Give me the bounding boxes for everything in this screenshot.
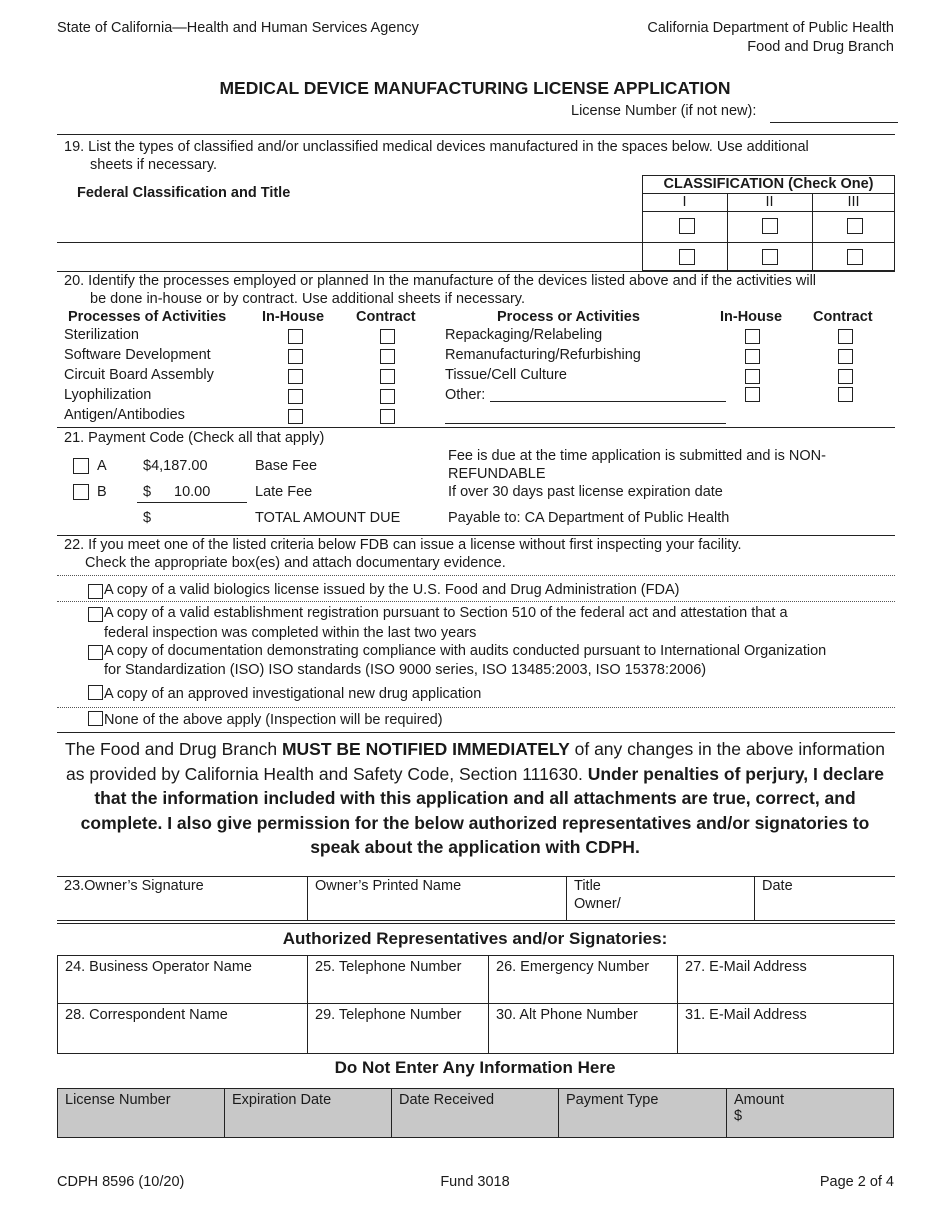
base-fee-note-cont: REFUNDABLE	[448, 466, 546, 482]
payable-to-note: Payable to: CA Department of Public Health	[448, 510, 730, 526]
class-iii-checkbox-row2[interactable]	[847, 249, 863, 265]
alt-phone-number-field[interactable]: 30. Alt Phone Number	[488, 1003, 678, 1054]
processes-left-header: Processes of Activities	[68, 309, 227, 325]
section19-instruction-cont: sheets if necessary.	[90, 157, 218, 173]
establishment-registration-option: A copy of a valid establishment registration pursuant to Section 510 of the federal act and attestation that a	[104, 605, 788, 621]
device-entry-line-1[interactable]	[57, 242, 642, 243]
iso-compliance-checkbox[interactable]	[88, 645, 103, 660]
section-divider	[57, 271, 895, 272]
payment-b-checkbox[interactable]	[73, 484, 89, 500]
process-item: Software Development	[64, 347, 211, 363]
license-number-field[interactable]	[770, 122, 898, 123]
office-amount	[726, 1088, 894, 1138]
office-date-received: Date Received	[391, 1088, 559, 1138]
late-fee-note: If over 30 days past license expiration date	[448, 484, 723, 500]
process-item: Lyophilization	[64, 387, 152, 403]
signature-col-divider	[307, 876, 308, 920]
title-value: Owner/	[574, 896, 621, 912]
owner-printed-name-field[interactable]: Owner’s Printed Name	[315, 878, 462, 894]
sterilization-inhouse-checkbox[interactable]	[288, 329, 303, 344]
email-address-field-2[interactable]: 31. E-Mail Address	[677, 1003, 894, 1054]
office-payment-type: Payment Type	[558, 1088, 727, 1138]
antigen-contract-checkbox[interactable]	[380, 409, 395, 424]
class-ii-checkbox-row2[interactable]	[762, 249, 778, 265]
base-fee-amount: $4,187.00	[143, 458, 208, 474]
biologics-license-option: A copy of a valid biologics license issued by the U.S. Food and Drug Administration (FDA)	[104, 582, 680, 598]
notice-text: The Food and Drug Branch	[65, 739, 282, 759]
payment-b-code: B	[97, 484, 107, 500]
signature-bottom-line	[57, 920, 895, 921]
payment-a-code: A	[97, 458, 107, 474]
antigen-inhouse-checkbox[interactable]	[288, 409, 303, 424]
office-amount-label: Amount	[734, 1092, 784, 1108]
emergency-number-field[interactable]: 26. Emergency Number	[488, 955, 678, 1004]
base-fee-label: Base Fee	[255, 458, 318, 474]
late-fee-underline	[137, 502, 247, 503]
class-iii-label: III	[847, 194, 860, 210]
form-id: CDPH 8596 (10/20)	[57, 1174, 185, 1190]
late-fee-amount: 10.00	[174, 484, 211, 500]
process-item: Antigen/Antibodies	[64, 407, 185, 423]
authorized-heading: Authorized Representatives and/or Signatories:	[282, 929, 668, 948]
section19-instruction: 19. List the types of classified and/or unclassified medical devices manufactured in the spaces below. Use additional	[64, 139, 809, 155]
class-ii-label: II	[765, 194, 774, 210]
title-field[interactable]: Title	[574, 878, 601, 894]
biologics-license-checkbox[interactable]	[88, 584, 103, 599]
dotted-divider	[57, 707, 895, 708]
office-use-heading: Do Not Enter Any Information Here	[334, 1058, 616, 1077]
repackaging-contract-checkbox[interactable]	[838, 329, 853, 344]
email-address-field[interactable]: 27. E-Mail Address	[677, 955, 894, 1004]
remanufacturing-contract-checkbox[interactable]	[838, 349, 853, 364]
late-fee-dollar: $	[143, 484, 152, 500]
inhouse-header-left: In-House	[262, 309, 325, 325]
form-title: MEDICAL DEVICE MANUFACTURING LICENSE APPLICATION	[219, 78, 731, 98]
classification-divider	[642, 211, 895, 212]
section-divider	[57, 732, 895, 733]
correspondent-name-field[interactable]: 28. Correspondent Name	[57, 1003, 308, 1054]
office-amount-symbol: $	[734, 1108, 743, 1124]
processes-right-header: Process or Activities	[497, 309, 640, 325]
establishment-registration-checkbox[interactable]	[88, 607, 103, 622]
process-item: Tissue/Cell Culture	[445, 367, 567, 383]
telephone-number-field[interactable]: 25. Telephone Number	[307, 955, 489, 1004]
page-number: Page 2 of 4	[819, 1174, 894, 1190]
signature-col-divider	[566, 876, 567, 920]
contract-header-right: Contract	[813, 309, 873, 325]
section-divider	[57, 535, 895, 536]
contract-header-left: Contract	[356, 309, 416, 325]
base-fee-note: Fee is due at the time application is submitted and is NON-	[448, 448, 826, 464]
department-name: California Department of Public Health	[647, 20, 894, 36]
telephone-number-field-2[interactable]: 29. Telephone Number	[307, 1003, 489, 1054]
other-inhouse-checkbox[interactable]	[745, 387, 760, 402]
office-expiration-date: Expiration Date	[224, 1088, 392, 1138]
other-contract-checkbox[interactable]	[838, 387, 853, 402]
class-iii-checkbox-row1[interactable]	[847, 218, 863, 234]
owner-signature-field[interactable]: 23.Owner’s Signature	[64, 878, 204, 894]
process-item: Remanufacturing/Refurbishing	[445, 347, 641, 363]
classification-divider	[642, 242, 895, 243]
agency-name: State of California—Health and Human Services Agency	[57, 20, 419, 36]
class-ii-checkbox-row1[interactable]	[762, 218, 778, 234]
software-inhouse-checkbox[interactable]	[288, 349, 303, 364]
section20-instruction-cont: be done in-house or by contract. Use additional sheets if necessary.	[90, 291, 525, 307]
process-item: Sterilization	[64, 327, 139, 343]
branch-name: Food and Drug Branch	[747, 39, 894, 55]
notice-emphasis: MUST BE NOTIFIED IMMEDIATELY	[281, 739, 570, 759]
total-amount-label: TOTAL AMOUNT DUE	[255, 510, 401, 526]
federal-classification-title-header: Federal Classification and Title	[77, 185, 291, 201]
lyophilization-inhouse-checkbox[interactable]	[288, 389, 303, 404]
tissue-inhouse-checkbox[interactable]	[745, 369, 760, 384]
fund-number: Fund 3018	[440, 1174, 510, 1190]
dotted-divider	[57, 575, 895, 576]
tissue-contract-checkbox[interactable]	[838, 369, 853, 384]
classification-header: CLASSIFICATION (Check One)	[663, 176, 874, 192]
other-process-input-line2[interactable]	[445, 423, 726, 424]
other-process-input[interactable]	[490, 401, 726, 402]
ind-application-option: A copy of an approved investigational new drug application	[104, 686, 482, 702]
date-field[interactable]: Date	[762, 878, 793, 894]
section22-instruction: 22. If you meet one of the listed criteria below FDB can issue a license without first inspecting your facility.	[64, 537, 742, 553]
inhouse-header-right: In-House	[720, 309, 783, 325]
software-contract-checkbox[interactable]	[380, 349, 395, 364]
iso-compliance-option: A copy of documentation demonstrating compliance with audits conducted pursuant to International Organization	[104, 643, 827, 659]
repackaging-inhouse-checkbox[interactable]	[745, 329, 760, 344]
circuit-contract-checkbox[interactable]	[380, 369, 395, 384]
perjury-declaration: Under penalties of perjury, I declare that the information included with this application and all attachments are true, correct, and complete. I also give permission for the below authorized representatives and/or signatories to speak about the application with CDPH.	[80, 763, 885, 857]
section21-title: 21. Payment Code (Check all that apply)	[64, 430, 325, 446]
signature-bottom-line	[57, 923, 895, 924]
license-number-label: License Number (if not new):	[571, 103, 757, 119]
ind-application-checkbox[interactable]	[88, 685, 103, 700]
signature-top-line	[57, 876, 895, 877]
remanufacturing-inhouse-checkbox[interactable]	[745, 349, 760, 364]
sterilization-contract-checkbox[interactable]	[380, 329, 395, 344]
class-i-label: I	[682, 194, 687, 210]
process-item: Repackaging/Relabeling	[445, 327, 603, 343]
lyophilization-contract-checkbox[interactable]	[380, 389, 395, 404]
payment-a-checkbox[interactable]	[73, 458, 89, 474]
office-license-number: License Number	[57, 1088, 225, 1138]
circuit-inhouse-checkbox[interactable]	[288, 369, 303, 384]
process-item-other: Other:	[445, 387, 486, 403]
class-i-checkbox-row1[interactable]	[679, 218, 695, 234]
none-apply-option: None of the above apply (Inspection will be required)	[104, 712, 443, 728]
total-dollar: $	[143, 510, 152, 526]
process-item: Circuit Board Assembly	[64, 367, 214, 383]
signature-col-divider	[754, 876, 755, 920]
business-operator-name-field[interactable]: 24. Business Operator Name	[57, 955, 308, 1004]
notification-notice	[60, 737, 890, 860]
dotted-divider	[57, 601, 895, 602]
notice-text: of any changes in the above information as provided by California Health and Safety Code, Section 111630.	[65, 739, 885, 784]
section22-instruction-cont: Check the appropriate box(es) and attach documentary evidence.	[85, 555, 506, 571]
section20-instruction: 20. Identify the processes employed or planned In the manufacture of the devices listed above and if the activities will	[64, 273, 817, 289]
section-divider	[57, 427, 895, 428]
section-divider	[57, 134, 895, 135]
none-apply-checkbox[interactable]	[88, 711, 103, 726]
class-i-checkbox-row2[interactable]	[679, 249, 695, 265]
iso-compliance-option-cont: for Standardization (ISO) ISO standards (ISO 9000 series, ISO 13485:2003, ISO 15378:2006)	[104, 662, 707, 678]
late-fee-label: Late Fee	[255, 484, 313, 500]
establishment-registration-option-cont: federal inspection was completed within the last two years	[104, 625, 477, 641]
